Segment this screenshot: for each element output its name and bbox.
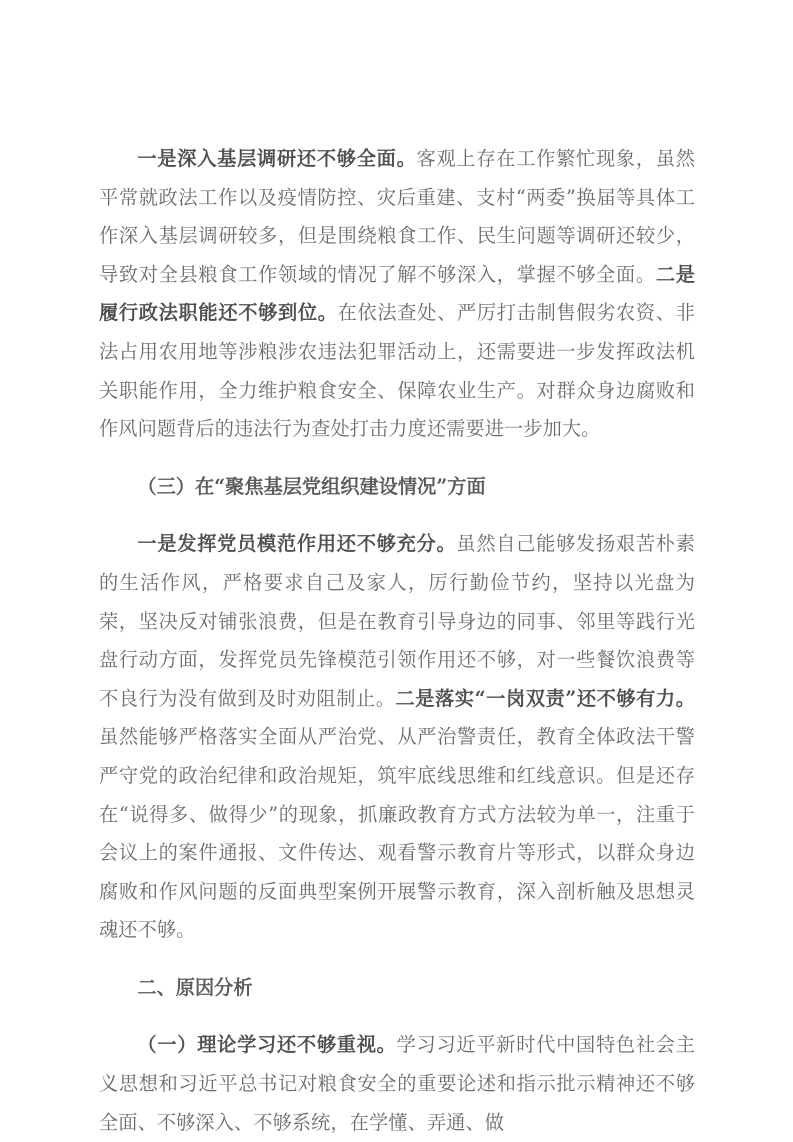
paragraph-two xyxy=(99,525,695,950)
paragraph-one-body-2: 在依法查处、严厉打击制售假劣农资、非法占用农用地等涉粮涉农违法犯罪活动上，还需要进一步发挥政法机关职能作用，全力维护粮食安全、保障农业生产。对群众身边腐败和作风问题背后的违法行为查处打击力度还需要进一步加大。 xyxy=(99,301,695,441)
spacer-after-paragraph-one xyxy=(99,449,695,468)
spacer-after-heading-cause-analysis xyxy=(99,1007,695,1026)
section-heading-two-cause-analysis: 二、原因分析 xyxy=(137,975,253,999)
paragraph-one xyxy=(99,140,695,449)
paragraph-three-body: 学习习近平新时代中国特色社会主义思想和习近平总书记对粮食安全的重要论述和指示批示精神还不够全面、不够深入、不够系统，在学懂、弄通、做 xyxy=(99,1033,695,1134)
paragraph-three xyxy=(99,1026,695,1142)
paragraph-two-body-2: 虽然能够严格落实全面从严治党、从严治警责任，教育全体政法干警严守党的政治纪律和政治规矩，筑牢底线思维和红线意识。但是还存在“说得多、做得少”的现象，抓廉政教育方式方法较为单一，注重于会议上的案件通报、文件传达、观看警示教育片等形式，以群众身边腐败和作风问题的反面典型案例开展警示教育，深入剖析触及思想灵魂还不够。 xyxy=(99,725,695,942)
paragraph-one-body: 客观上存在工作繁忙现象，虽然平常就政法工作以及疫情防控、灾后重建、支村“两委”换届等具体工作深入基层调研较多，但是围绕粮食工作、民生问题等调研还较少，导致对全县粮食工作领域的情况了解不够深入，掌握不够全面。 xyxy=(99,147,695,286)
spacer-after-heading-three xyxy=(99,506,695,525)
paragraph-one-lead-bold-2: 二是履行政法职能还不够到位。 xyxy=(99,262,695,325)
spacer-after-paragraph-two xyxy=(99,950,695,969)
paragraph-two-body: 虽然自己能够发扬艰苦朴素的生活作风，严格要求自己及家人，厉行勤俭节约，坚持以光盘为荣，坚决反对铺张浪费，但是在教育引导身边的同事、邻里等践行光盘行动方面，发挥党员先锋模范引领作用还不够，对一些餐饮浪费等不良行为没有做到及时劝阻制止。 xyxy=(99,532,695,710)
document-text-body xyxy=(99,140,695,1142)
paragraph-one-lead-bold: 一是深入基层调研还不够全面。 xyxy=(137,147,417,170)
paragraph-two-lead-bold-2: 二是落实“一岗双责”还不够有力。 xyxy=(395,686,695,710)
paragraph-two-lead-bold: 一是发挥党员模范作用还不够充分。 xyxy=(137,532,457,556)
paragraph-three-lead-bold: （一）理论学习还不够重视。 xyxy=(137,1033,397,1057)
section-heading-three: （三）在“聚焦基层党组织建设情况”方面 xyxy=(137,474,486,498)
